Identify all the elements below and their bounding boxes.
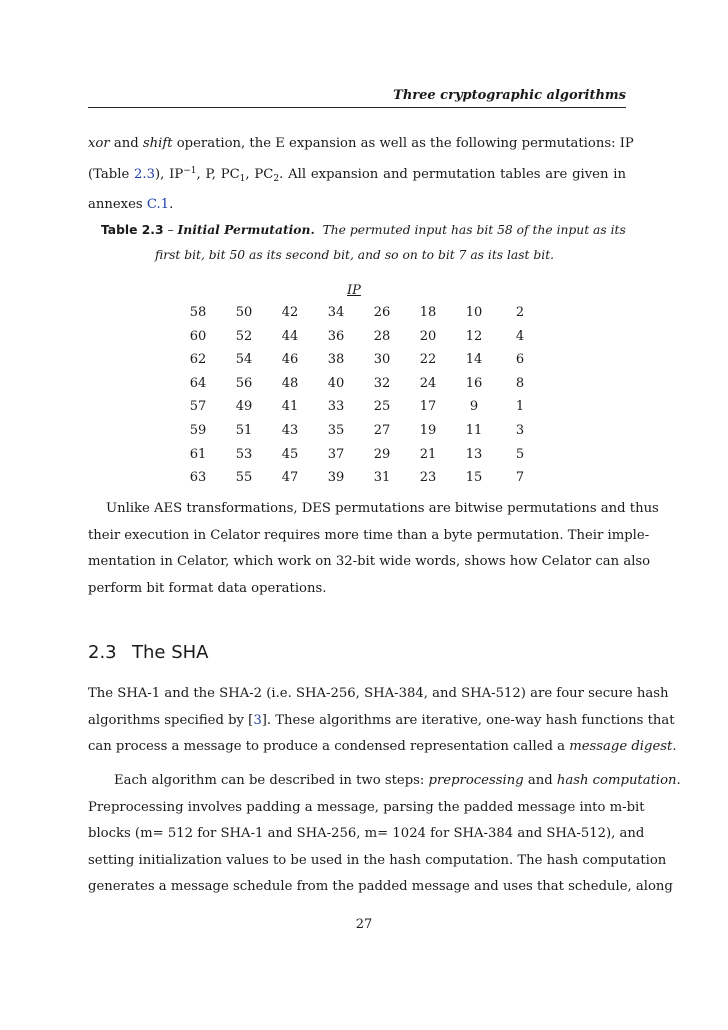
sha2-line-5: generates a message schedule from the padded message and uses that schedule, along <box>88 879 673 894</box>
sha1-line-3 <box>88 734 677 761</box>
table-cell: 36 <box>327 328 345 344</box>
table-cell: 26 <box>373 305 391 320</box>
table-cell: 34 <box>327 305 345 320</box>
text-run: algorithms specified by [ <box>88 712 254 728</box>
table-cell: 52 <box>235 328 253 344</box>
text-run: and <box>523 773 557 788</box>
table-cell: 6 <box>515 352 525 368</box>
table-cell: 7 <box>515 470 525 486</box>
text-run: . <box>169 197 174 212</box>
text-run: (Table <box>88 166 135 182</box>
intro-line-3 <box>88 192 626 219</box>
text-run: ), IP <box>155 166 184 182</box>
table-cell: 57 <box>189 399 207 415</box>
permutation-table <box>176 305 546 495</box>
table-cell: 2 <box>515 305 525 320</box>
table-cell: 3 <box>515 423 525 438</box>
des-line-3: mentation in Celator, which work on 32-bit wide words, shows how Celator can also <box>88 554 651 569</box>
table-cell: 63 <box>189 470 207 486</box>
section-heading <box>88 642 208 663</box>
table-cell: 24 <box>419 375 437 391</box>
text-run: . <box>676 773 681 788</box>
text-run: . <box>672 739 677 754</box>
table-title: Initial Permutation. <box>177 222 315 237</box>
table-cell: 60 <box>189 328 207 344</box>
section-number: 2.3 <box>88 642 117 663</box>
des-line-2: their execution in Celator requires more time than a byte permutation. Their imple- <box>88 527 650 543</box>
table-cell: 14 <box>465 352 483 368</box>
text-run: annexes <box>88 197 147 212</box>
table-cell: 44 <box>281 328 299 344</box>
table-desc-1: The permuted input has bit 58 of the input as its <box>322 223 626 237</box>
text-run: and <box>109 136 143 151</box>
table-cell: 8 <box>515 375 525 391</box>
table-cell: 55 <box>235 470 253 486</box>
page-number: 27 <box>355 917 373 932</box>
table-cell: 18 <box>419 305 437 320</box>
term-shift: shift <box>142 136 173 151</box>
table-cell: 15 <box>465 470 483 486</box>
table-cell: 28 <box>373 328 391 344</box>
text-run: , P, PC <box>196 166 240 182</box>
term-preprocessing: preprocessing <box>428 773 524 788</box>
table-cell: 21 <box>419 446 437 462</box>
sha2-line-3: blocks (m= 512 for SHA-1 and SHA-256, m= 1024 for SHA-384 and SHA-512), and <box>88 826 645 841</box>
table-cell: 5 <box>515 446 525 462</box>
caption-dash: – <box>163 223 178 237</box>
text-run: can process a message to produce a condensed representation called a <box>88 739 570 754</box>
table-cell: 32 <box>373 375 391 391</box>
header-rule <box>88 107 626 108</box>
sha-paragraph-2 <box>88 768 681 901</box>
subscript: 1 <box>239 173 246 184</box>
sha-paragraph-1 <box>88 681 677 761</box>
table-cell: 56 <box>235 375 253 391</box>
running-header: Three cryptographic algorithms <box>393 88 626 103</box>
text-run: . All expansion and permutation tables are given in <box>279 166 626 182</box>
text-run: Each algorithm can be described in two steps: <box>114 773 429 788</box>
table-cell: 40 <box>327 375 345 391</box>
table-cell: 19 <box>419 423 437 438</box>
term-message-digest: message digest <box>569 739 673 754</box>
table-cell: 23 <box>419 470 437 486</box>
table-cell: 33 <box>327 399 345 415</box>
table-cell: 29 <box>373 446 391 462</box>
des-line-4: perform bit format data operations. <box>88 580 327 596</box>
sha2-line-1 <box>88 768 681 795</box>
table-desc-2: first bit, bit 50 as its second bit, and so on to bit 7 as its last bit. <box>155 248 555 262</box>
sha2-line-2: Preprocessing involves padding a message, parsing the padded message into m-bit <box>88 799 645 815</box>
table-cell: 50 <box>235 305 253 320</box>
table-cell: 64 <box>189 375 207 391</box>
table-cell: 48 <box>281 375 299 391</box>
table-cell: 59 <box>189 423 207 438</box>
table-cell: 49 <box>235 399 253 415</box>
table-cell: 27 <box>373 423 391 438</box>
table-cell: 47 <box>281 470 299 486</box>
table-cell: 1 <box>515 399 525 415</box>
table-cell: 54 <box>235 352 253 368</box>
table-cell: 53 <box>235 446 253 462</box>
table-cell: 61 <box>189 446 207 462</box>
table-cell: 58 <box>189 305 207 320</box>
table-cell: 9 <box>469 399 479 415</box>
intro-line-2 <box>88 158 626 193</box>
text-run: , PC <box>245 166 274 182</box>
table-cell: 51 <box>235 423 253 438</box>
table-cell: 39 <box>327 470 345 486</box>
table-cell: 30 <box>373 352 391 368</box>
subscript: 2 <box>273 173 280 184</box>
table-cell: 43 <box>281 423 299 438</box>
sha2-line-4: setting initialization values to be used in the hash computation. The hash computation <box>88 852 667 868</box>
section-title: The SHA <box>132 642 209 663</box>
table-cell: 45 <box>281 446 299 462</box>
table-cell: 16 <box>465 375 483 391</box>
table-cell: 35 <box>327 423 345 438</box>
table-cell: 4 <box>515 328 525 344</box>
table-cell: 25 <box>373 399 391 415</box>
table-cell: 22 <box>419 352 437 368</box>
table-cell: 38 <box>327 352 345 368</box>
annex-ref-link[interactable]: C.1 <box>146 197 170 212</box>
table-caption <box>101 222 626 237</box>
des-paragraph <box>88 496 659 602</box>
table-cell: 20 <box>419 328 437 344</box>
table-cell: 12 <box>465 328 483 344</box>
sha1-line-2 <box>88 708 675 735</box>
table-cell: 62 <box>189 352 207 368</box>
text-run: ]. These algorithms are iterative, one-way hash functions that <box>261 712 675 728</box>
table-cell: 10 <box>465 305 483 320</box>
term-xor: xor <box>88 136 110 151</box>
table-cell: 13 <box>465 446 483 462</box>
table-cell: 37 <box>327 446 345 462</box>
text-run: operation, the E expansion as well as the following permutations: IP <box>172 136 634 151</box>
table-cell: 46 <box>281 352 299 368</box>
intro-paragraph <box>88 131 634 219</box>
table-cell: 42 <box>281 305 299 320</box>
table-label: Table 2.3 <box>101 223 164 237</box>
table-cell: 41 <box>281 399 299 415</box>
table-cell: 11 <box>465 423 483 438</box>
intro-line-1 <box>88 131 634 158</box>
superscript: −1 <box>183 165 197 176</box>
citation-link[interactable]: 3 <box>253 712 262 728</box>
table-cell: 17 <box>419 399 437 415</box>
sha1-line-1: The SHA-1 and the SHA-2 (i.e. SHA-256, SHA-384, and SHA-512) are four secure hash <box>88 686 669 701</box>
table-cell: 31 <box>373 470 391 486</box>
term-hash-computation: hash computation <box>556 773 677 788</box>
ip-label: IP <box>347 283 361 298</box>
table-ref-link[interactable]: 2.3 <box>134 166 156 182</box>
des-line-1: Unlike AES transformations, DES permutations are bitwise permutations and thus <box>106 501 659 516</box>
